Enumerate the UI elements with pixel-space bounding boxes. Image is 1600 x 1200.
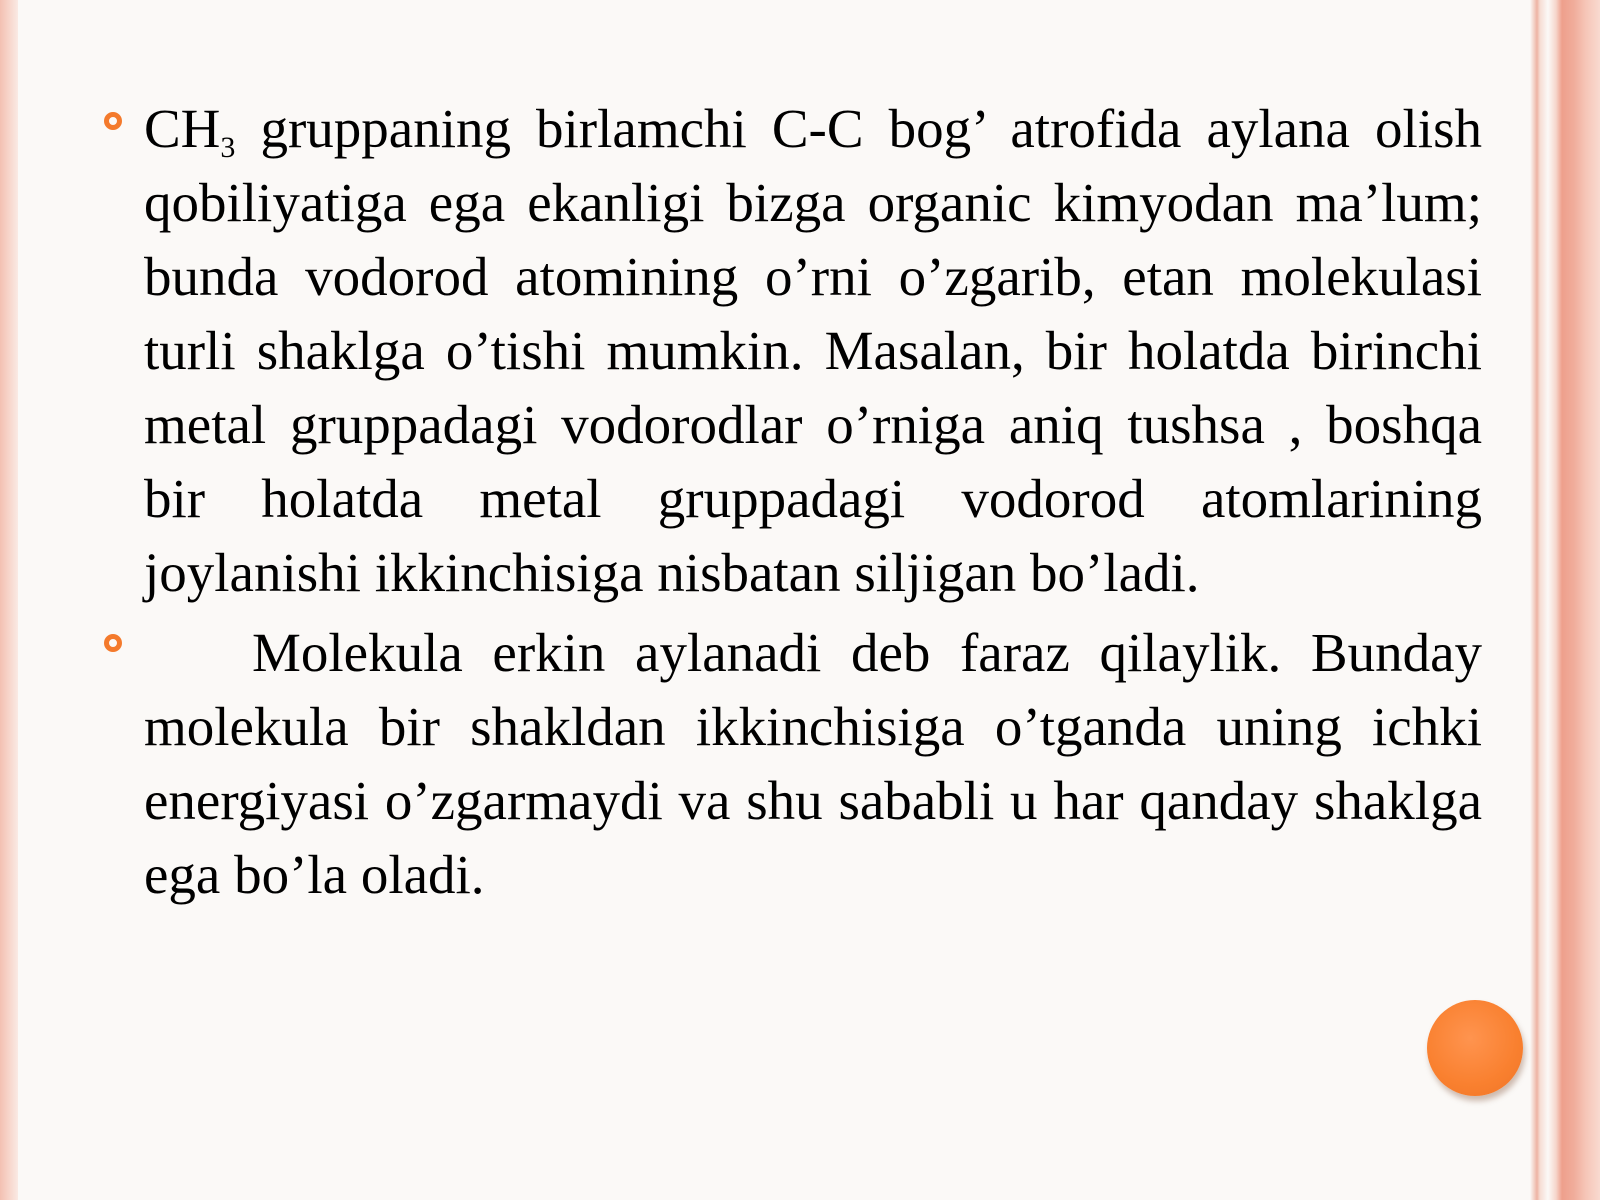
bullet-circle-icon	[104, 112, 122, 130]
slide-body	[96, 92, 1482, 912]
bullet-item-1	[96, 92, 1482, 610]
formula-subscript: 3	[220, 131, 236, 164]
paragraph-2-text: Molekula erkin aylanadi deb faraz qilaylik. Bunday molekula bir shakldan ikkinchisiga o’tganda uning ichki energiyasi o’zgarmaydi va shu sababli u har qanday shaklga ega bo’la oladi.	[144, 622, 1482, 905]
paragraph-1	[144, 92, 1482, 610]
right-edge-stripes	[1530, 0, 1600, 1200]
orange-circle-icon	[1427, 1000, 1523, 1096]
paragraph-1-text: gruppaning birlamchi C-C bog’ atrofida aylana olish qobiliyatiga ega ekanligi bizga organic kimyodan ma’lum; bunda vodorod atomining o’rni o’zgarib, etan molekulasi turli shaklga o’tishi mumkin. Masalan, bir holatda birinchi metal gruppadagi vodorodlar o’rniga aniq tushsa , boshqa bir holatda metal gruppadagi vodorod atomlarining joylanishi ikkinchisiga nisbatan siljigan bo’ladi.	[144, 98, 1482, 603]
formula-ch: CH	[144, 98, 221, 159]
bullet-circle-icon	[104, 634, 122, 652]
left-edge-decoration	[0, 0, 18, 1200]
bullet-item-2	[96, 616, 1482, 912]
paragraph-2	[144, 616, 1482, 912]
